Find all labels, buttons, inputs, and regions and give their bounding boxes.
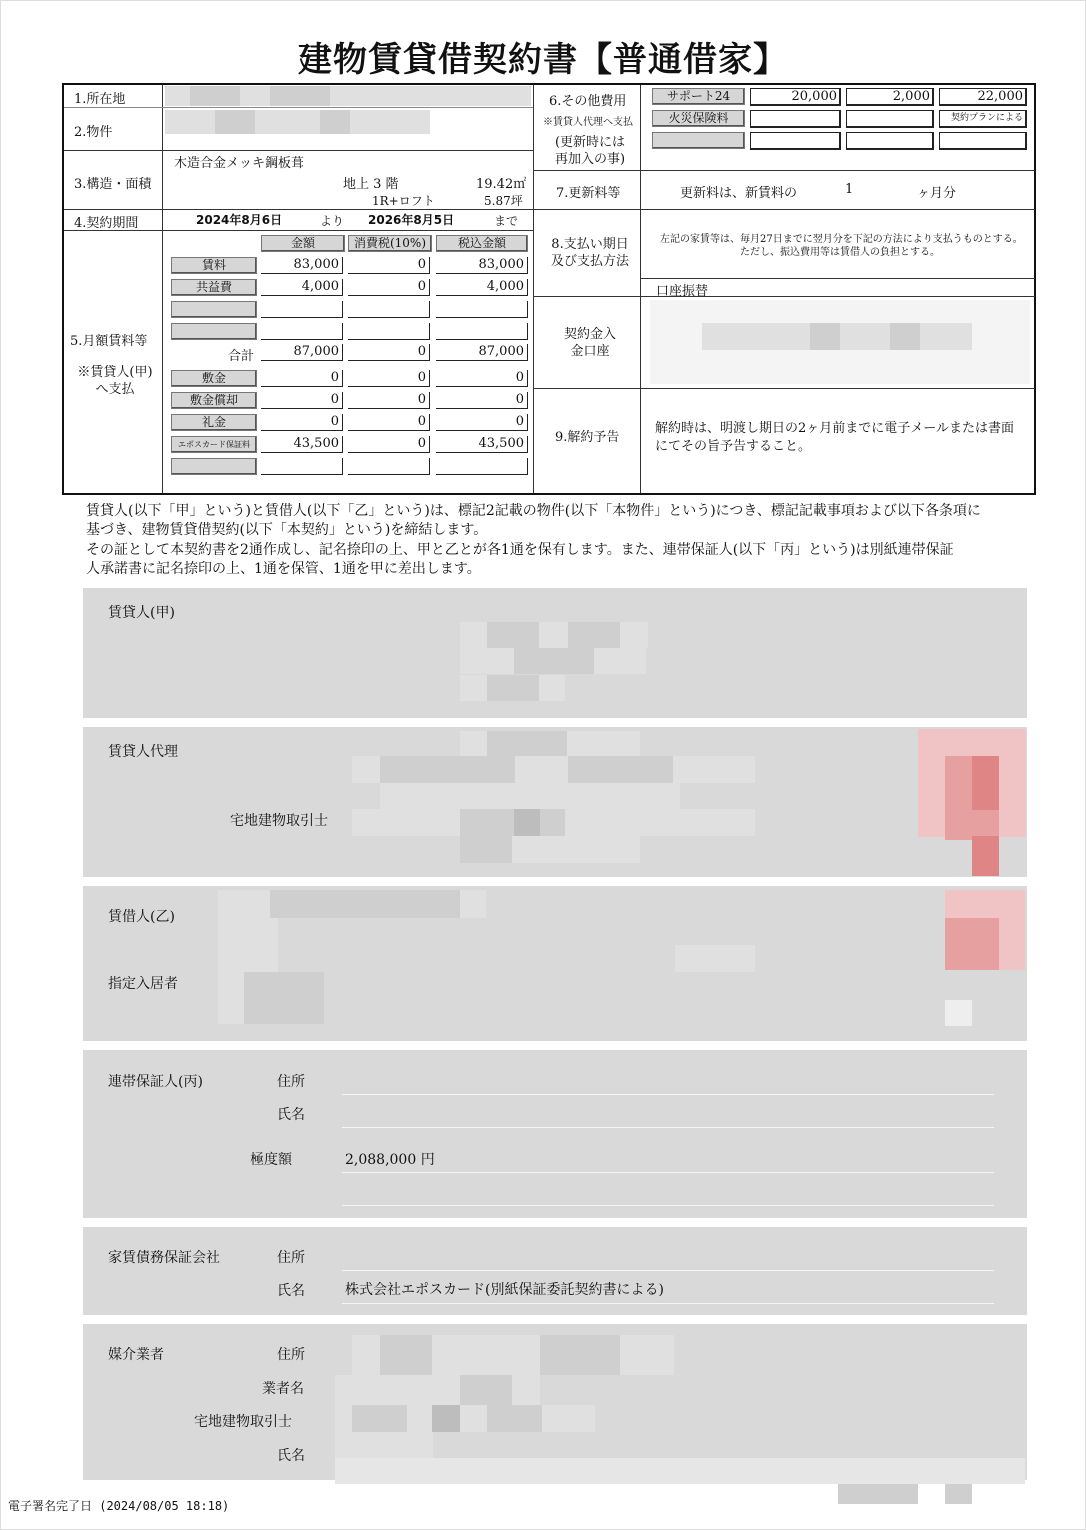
deposit-row-label: 礼金 [171,414,257,431]
guarantee-company-name: 株式会社エポスカード(別紙保証委託契約書による) [345,1282,664,1298]
intermediary-broker-label: 宅地建物取引士 [194,1414,292,1430]
deposit-row-total: 0 [436,392,528,409]
rent-row-amount: 83,000 [261,257,343,274]
fee-row-label: サポート24 [652,88,745,105]
occupant-label: 指定入居者 [108,976,178,992]
location-label: 1.所在地 [74,92,126,107]
limit-value: 2,088,000 円 [345,1152,435,1168]
rent-row-label [171,301,257,318]
intermediary-label: 媒介業者 [108,1347,164,1363]
deposit-row-tax: 0 [348,392,430,409]
deposit-row-total: 0 [436,414,528,431]
rent-row-tax: 0 [348,279,430,296]
floors-value: 地上 3 階 [343,177,399,192]
rent-row-tax: 0 [348,257,430,274]
redacted-property [165,110,430,134]
deposit-row-tax: 0 [348,436,430,453]
col-tax-header: 消費税(10%) [348,235,432,252]
guarantor-address-line [342,1094,994,1095]
rent-row-label: 賃料 [171,257,257,274]
guarantee-company-label: 家賃債務保証会社 [108,1250,220,1266]
structure-value: 木造合金メッキ鋼板葺 [174,156,305,171]
renewal-label: 7.更新料等 [556,186,621,201]
other-fees-note: ※賃貸人代理へ支払 [543,117,633,128]
deposit-row-amount [261,458,343,475]
renew-note: (更新時には再加入の事) [554,135,626,167]
intermediary-business-label: 業者名 [262,1381,304,1397]
rent-row-total: 4,000 [436,279,528,296]
deposit-row-total: 43,500 [436,436,528,453]
deposit-row-total [436,458,528,475]
rent-row-tax [348,323,430,340]
fee-row-tax [846,110,934,128]
fee-row-amount [750,132,841,150]
termination-text-1: 解約時は、明渡し期日の2ヶ月前までに電子メールまたは書面 [655,421,1015,436]
intro-line-3: その証として本契約書を2通作成し、記名捺印の上、甲と乙とが各1通を保有します。また、連帯保証人(以下「丙」という)は別紙連帯保証 [86,542,954,558]
fee-row-amount [750,110,841,128]
rent-row-label: 共益費 [171,279,257,296]
fee-row-total: 22,000 [939,88,1027,106]
lessor-label: 賃貸人(甲) [108,605,175,621]
intermediary-name-label: 氏名 [277,1448,305,1464]
signature-completed-date: 電子署名完了日 (2024/08/05 18:18) [8,1499,230,1513]
rent-row-amount [261,301,343,318]
col-amount-header: 金額 [261,235,345,252]
area-m2-value: 19.42㎡ [476,177,527,192]
fee-row-amount: 20,000 [750,88,841,106]
renewal-text-suffix: ヶ月分 [917,186,957,201]
layout-value: 1R+ロフト [372,194,435,208]
rent-row-total [436,301,528,318]
fee-row-total: 契約プランによる [939,110,1027,128]
deposit-row-amount: 0 [261,392,343,409]
payment-method: 口座振替 [656,284,709,299]
period-label: 4.契約期間 [74,216,139,231]
fee-row-tax [846,132,934,150]
deposit-row-tax: 0 [348,414,430,431]
renewal-text-prefix: 更新料は、新賃料の [680,186,798,201]
intro-line-4: 人承諾書に記名捺印の上、1通を保管、1通を甲に差出します。 [86,561,481,577]
rent-row-tax [348,301,430,318]
fee-row-label [652,132,745,149]
guarantor-label: 連帯保証人(丙) [108,1074,203,1090]
deposit-row-amount: 0 [261,370,343,387]
account-label: 契約金入金口座 [563,327,616,359]
deposit-row-tax: 0 [348,370,430,387]
agent-broker-license-label: 宅地建物取引士 [230,813,328,829]
col-total-header: 税込金額 [436,235,528,252]
intro-line-2: 基づき、建物賃貸借契約(以下「本契約」という)を締結します。 [86,522,488,538]
lessee-label: 賃借人(乙) [108,909,175,925]
period-to: まで [494,214,519,228]
payment-label: 8.支払い期日及び支払方法 [550,237,629,269]
rent-row-total [436,323,528,340]
deposit-row-label: エポスカード保証料 [171,436,257,453]
rent-section-label: 5.月額賃料等 [70,334,148,349]
guarantor-panel [83,1050,1027,1218]
area-tsubo-value: 5.87坪 [484,194,523,208]
deposit-row-label: 敷金 [171,370,257,387]
subtotal-amount: 87,000 [261,344,343,361]
guarantee-company-name-label: 氏名 [277,1283,305,1299]
property-label: 2.物件 [74,125,113,140]
deposit-row-label [171,458,257,475]
limit-label: 極度額 [250,1152,292,1168]
guarantor-name-line [342,1127,994,1128]
intro-line-1: 賃貸人(以下「甲」という)と賃借人(以下「乙」という)は、標記2記載の物件(以下「本物件」という)につき、標記記載事項および以下各条項に [86,503,981,519]
guarantor-address-label: 住所 [277,1074,305,1090]
subtotal-label: 合計 [228,349,255,364]
guarantee-company-address-label: 住所 [277,1250,305,1266]
other-fees-label: 6.その他費用 [549,94,627,109]
period-from: より [320,214,345,228]
deposit-row-amount: 43,500 [261,436,343,453]
lessor-agent-label: 賃貸人代理 [108,744,178,760]
guarantor-name-label: 氏名 [277,1107,305,1123]
renewal-months: 1 [845,182,854,197]
deposit-row-label: 敷金償却 [171,392,257,409]
termination-text-2: にてその旨予告すること。 [655,439,812,454]
document-title: 建物賃貸借契約書【普通借家】 [298,40,788,80]
payment-note-1: 左記の家賃等は、毎月27日までに翌月分を下記の方法により支払うものとする。 [660,234,1023,245]
rent-row-amount [261,323,343,340]
deposit-row-amount: 0 [261,414,343,431]
rent-row-amount: 4,000 [261,279,343,296]
rent-row-label [171,323,257,340]
structure-label: 3.構造・面積 [74,177,152,192]
subtotal-tax: 0 [348,344,430,361]
deposit-row-tax [348,458,430,475]
intermediary-address-label: 住所 [277,1347,305,1363]
subtotal-total: 87,000 [436,344,528,361]
fee-row-tax: 2,000 [846,88,934,106]
payment-note-2: ただし、振込費用等は賃借人の負担とする。 [740,247,940,258]
fee-row-total [939,132,1027,150]
rent-payee-note: ※賃貸人(甲)へ支払 [77,365,153,397]
deposit-row-total: 0 [436,370,528,387]
fee-row-label: 火災保険料 [652,110,745,127]
period-start: 2024年8月6日 [196,213,283,227]
guarantee-company-panel [83,1227,1027,1315]
termination-label: 9.解約予告 [555,430,620,445]
rent-row-total: 83,000 [436,257,528,274]
period-end: 2026年8月5日 [368,213,455,227]
